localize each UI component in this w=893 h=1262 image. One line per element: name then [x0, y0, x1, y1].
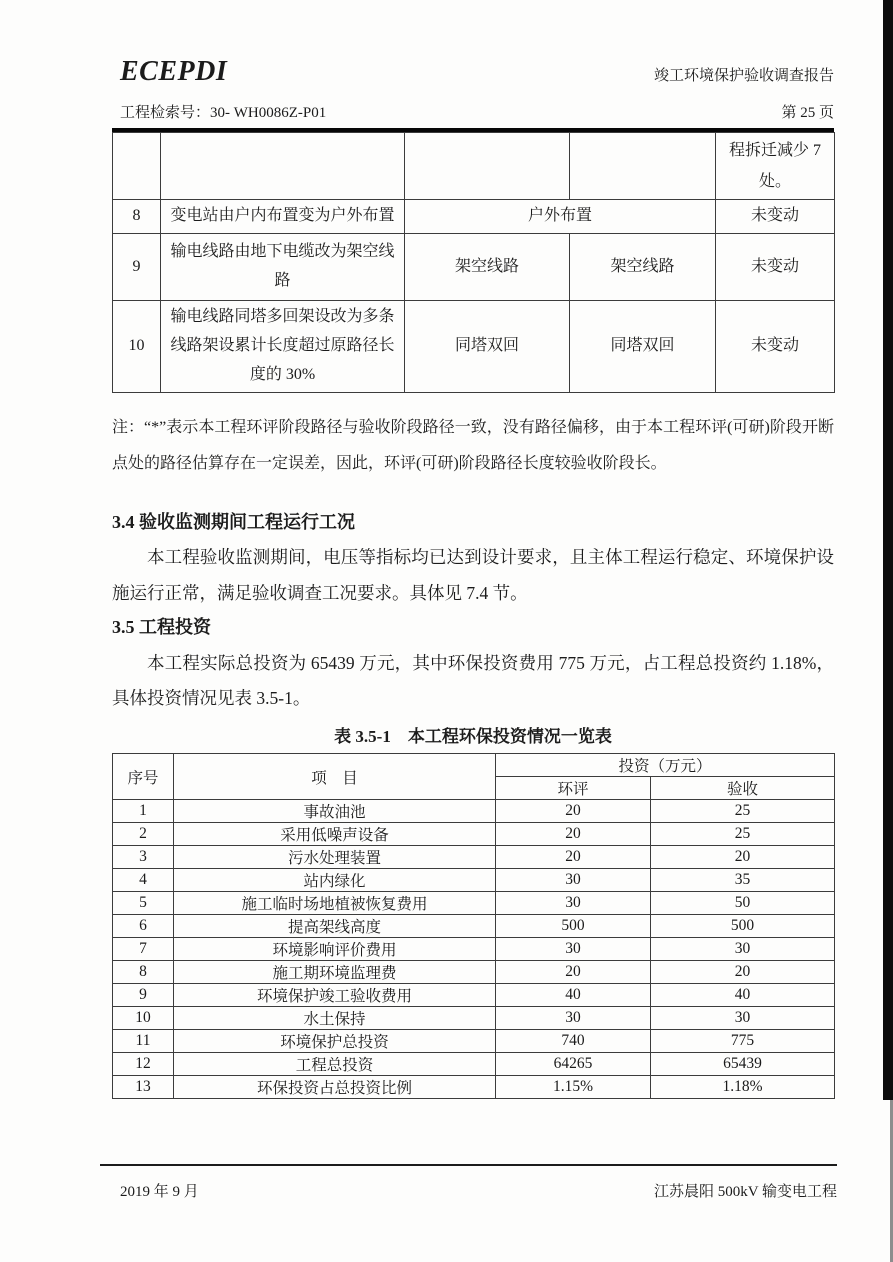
invest-row	[113, 984, 835, 1007]
invest-row	[113, 1076, 835, 1099]
page-header	[112, 56, 834, 88]
cell-no: 7	[113, 938, 174, 961]
cell-item: 水土保持	[174, 1007, 496, 1030]
invest-row	[113, 869, 835, 892]
cell-acceptance: 20	[651, 846, 835, 869]
report-title: 竣工环境保护验收调查报告	[653, 68, 834, 84]
cell-status: 未变动	[716, 234, 835, 301]
cell-desc: 输电线路由地下电缆改为架空线路	[161, 234, 405, 301]
cell-eia: 40	[496, 984, 651, 1007]
page-content	[112, 0, 834, 1099]
cell-empty	[161, 133, 405, 200]
scan-edge-right	[883, 0, 893, 1100]
cell-no: 10	[113, 1007, 174, 1030]
invest-header-row	[113, 754, 835, 777]
cell-item: 环保投资占总投资比例	[174, 1076, 496, 1099]
cell-item: 工程总投资	[174, 1053, 496, 1076]
invest-table-caption: 表 3.5-1 本工程环保投资情况一览表	[334, 727, 612, 747]
cell-acceptance: 65439	[651, 1053, 835, 1076]
cell-acceptance: 775	[651, 1030, 835, 1053]
cell-item: 污水处理装置	[174, 846, 496, 869]
cell-eia: 20	[496, 800, 651, 823]
cell-no: 10	[113, 301, 161, 392]
col-header-acceptance: 验收	[651, 777, 835, 800]
footer-date: 2019 年 9 月	[120, 1184, 199, 1200]
cell-no: 9	[113, 234, 161, 301]
col-header-group: 投资（万元）	[496, 754, 835, 777]
cell-acceptance: 1.18%	[651, 1076, 835, 1099]
cell-eia: 同塔双回	[405, 301, 570, 392]
section-3-5-paragraph: 本工程实际总投资为 65439 万元，其中环保投资费用 775 万元，占工程总投资约 1.18%，具体投资情况见表 3.5-1。	[112, 652, 834, 709]
cell-eia: 30	[496, 892, 651, 915]
cell-acceptance: 25	[651, 823, 835, 846]
footer-project-name: 江苏晨阳 500kV 输变电工程	[653, 1184, 837, 1200]
cell-eia: 30	[496, 869, 651, 892]
cell-acceptance: 30	[651, 1007, 835, 1030]
cell-acceptance: 20	[651, 961, 835, 984]
cell-item: 施工临时场地植被恢复费用	[174, 892, 496, 915]
invest-row	[113, 1030, 835, 1053]
cell-item: 采用低噪声设备	[174, 823, 496, 846]
cell-acceptance: 40	[651, 984, 835, 1007]
table-footnote: 注：“*”表示本工程环评阶段路径与验收阶段路径一致，没有路径偏移，由于本工程环评(可研)阶段开断点处的路径估算存在一定误差，因此，环评(可研)阶段路径长度较验收阶段长。	[112, 418, 834, 473]
invest-row	[113, 938, 835, 961]
company-logo: ECEPDI	[120, 56, 228, 87]
table-row	[113, 301, 835, 392]
section-3-4-heading: 3.4 验收监测期间工程运行工况	[112, 512, 355, 533]
cell-status: 未变动	[716, 301, 835, 392]
section-3-4-paragraph: 本工程验收监测期间，电压等指标均已达到设计要求，且主体工程运行稳定、环境保护设施运行正常，满足验收调查工况要求。具体见 7.4 节。	[112, 547, 834, 604]
page-footer	[100, 1164, 837, 1201]
cell-no: 1	[113, 800, 174, 823]
cell-eia: 64265	[496, 1053, 651, 1076]
invest-row	[113, 846, 835, 869]
invest-row	[113, 1053, 835, 1076]
cell-eia: 架空线路	[405, 234, 570, 301]
cell-eia: 20	[496, 846, 651, 869]
page-header-meta	[112, 101, 834, 122]
section-3-5-heading: 3.5 工程投资	[112, 617, 211, 638]
cell-no: 2	[113, 823, 174, 846]
cell-no: 6	[113, 915, 174, 938]
table-row-continuation	[113, 133, 835, 200]
cell-eia: 740	[496, 1030, 651, 1053]
cell-status: 未变动	[716, 200, 835, 234]
invest-row	[113, 800, 835, 823]
cell-eia: 500	[496, 915, 651, 938]
invest-row	[113, 1007, 835, 1030]
cell-continuation-text: 程拆迁减少 7 处。	[716, 133, 835, 200]
cell-acceptance: 25	[651, 800, 835, 823]
cell-eia: 30	[496, 1007, 651, 1030]
cell-empty	[113, 133, 161, 200]
invest-table	[112, 753, 835, 1099]
invest-row	[113, 961, 835, 984]
col-header-item: 项 目	[174, 754, 496, 800]
cell-eia: 20	[496, 823, 651, 846]
table-row	[113, 200, 835, 234]
cell-acceptance: 500	[651, 915, 835, 938]
cell-acceptance: 架空线路	[570, 234, 716, 301]
cell-item: 环境保护总投资	[174, 1030, 496, 1053]
cell-eia: 30	[496, 938, 651, 961]
cell-desc: 输电线路同塔多回架设改为多条线路架设累计长度超过原路径长度的 30%	[161, 301, 405, 392]
cell-empty	[570, 133, 716, 200]
cell-item: 事故油池	[174, 800, 496, 823]
cell-no: 8	[113, 961, 174, 984]
cell-acceptance: 50	[651, 892, 835, 915]
table-row	[113, 234, 835, 301]
cell-desc: 变电站由户内布置变为户外布置	[161, 200, 405, 234]
invest-row	[113, 915, 835, 938]
cell-no: 9	[113, 984, 174, 1007]
invest-row	[113, 892, 835, 915]
col-header-no: 序号	[113, 754, 174, 800]
cell-acceptance: 同塔双回	[570, 301, 716, 392]
cell-no: 13	[113, 1076, 174, 1099]
cell-empty	[405, 133, 570, 200]
col-header-eia: 环评	[496, 777, 651, 800]
cell-item: 施工期环境监理费	[174, 961, 496, 984]
cell-item: 站内绿化	[174, 869, 496, 892]
cell-eia: 20	[496, 961, 651, 984]
cell-acceptance: 30	[651, 938, 835, 961]
cell-no: 8	[113, 200, 161, 234]
cell-acceptance: 35	[651, 869, 835, 892]
cell-no: 11	[113, 1030, 174, 1053]
page-number: 第 25 页	[781, 105, 834, 121]
change-comparison-table	[112, 132, 835, 393]
cell-no: 3	[113, 846, 174, 869]
cell-no: 5	[113, 892, 174, 915]
cell-item: 环境影响评价费用	[174, 938, 496, 961]
cell-no: 12	[113, 1053, 174, 1076]
cell-item: 提高架线高度	[174, 915, 496, 938]
cell-no: 4	[113, 869, 174, 892]
invest-row	[113, 823, 835, 846]
cell-eia: 1.15%	[496, 1076, 651, 1099]
cell-item: 环境保护竣工验收费用	[174, 984, 496, 1007]
doc-index: 工程检索号：30- WH0086Z-P01	[120, 105, 327, 121]
cell-merged-value: 户外布置	[405, 200, 716, 234]
